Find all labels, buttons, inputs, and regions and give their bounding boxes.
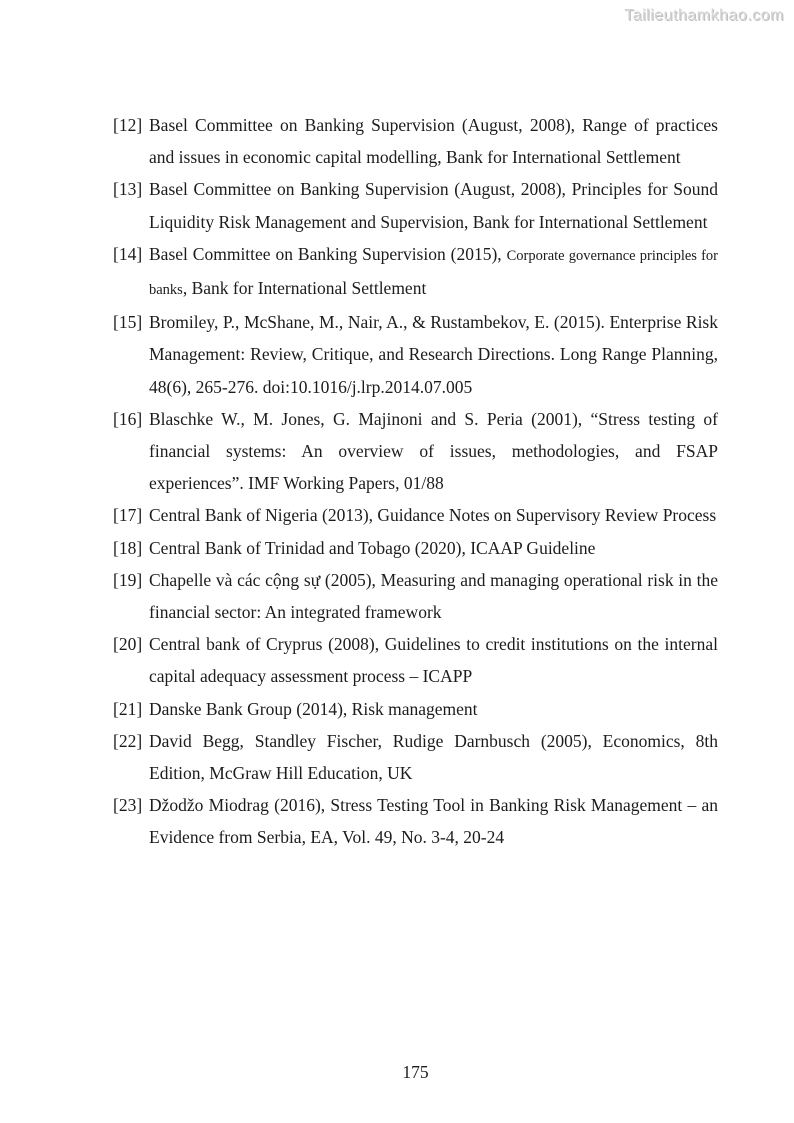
page-number: 175 bbox=[402, 1062, 429, 1082]
reference-text: Danske Bank Group (2014), Risk management bbox=[149, 698, 478, 719]
reference-number: [17] bbox=[113, 505, 143, 526]
reference-number: [22] bbox=[113, 730, 143, 751]
reference-text: Central Bank of Trinidad and Tobago (2020), ICAAP Guideline bbox=[149, 537, 596, 558]
reference-item bbox=[113, 693, 718, 725]
watermark: Tailieuthamkhao.com bbox=[624, 7, 784, 24]
reference-text: Bromiley, P., McShane, M., Nair, A., & Rustambekov, E. (2015). Enterprise Risk Management: Review, Critique, and Research Directions. Long Range Planning, 48(6), 265-276. doi:10.1016/j.lrp.2014.07.005 bbox=[149, 312, 718, 397]
reference-item bbox=[113, 173, 718, 237]
reference-item bbox=[113, 499, 718, 531]
reference-number: [12] bbox=[113, 115, 143, 135]
reference-text: Basel Committee on Banking Supervision (August, 2008), Principles for Sound Liquidity Risk Management and Supervision, Bank for International Settlement bbox=[149, 179, 718, 232]
reference-item bbox=[113, 725, 718, 789]
reference-text: Basel Committee on Banking Supervision (2015), Corporate governance principles for banks, Bank for International Settlement bbox=[149, 243, 719, 299]
references-list bbox=[113, 109, 718, 854]
reference-item bbox=[113, 789, 718, 853]
reference-item bbox=[113, 532, 718, 564]
reference-number: [21] bbox=[113, 698, 143, 719]
reference-item bbox=[113, 628, 718, 692]
reference-item bbox=[113, 564, 718, 628]
reference-item bbox=[113, 238, 718, 306]
reference-item bbox=[113, 109, 718, 173]
reference-item bbox=[113, 403, 718, 500]
reference-text: Džodžo Miodrag (2016), Stress Testing Tool in Banking Risk Management – an Evidence from Serbia, EA, Vol. 49, No. 3-4, 20-24 bbox=[149, 795, 718, 848]
reference-number: [20] bbox=[113, 634, 143, 655]
reference-number: [14] bbox=[113, 243, 143, 264]
reference-text: Chapelle và các cộng sự (2005), Measuring and managing operational risk in the financial sector: An integrated framework bbox=[149, 569, 718, 623]
reference-item bbox=[113, 306, 718, 403]
reference-text: Central Bank of Nigeria (2013), Guidance Notes on Supervisory Review Process bbox=[149, 505, 717, 526]
reference-text: David Begg, Standley Fischer, Rudige Darnbusch (2005), Economics, 8th Edition, McGraw Hill Education, UK bbox=[149, 730, 718, 784]
reference-number: [15] bbox=[113, 312, 143, 333]
reference-number: [23] bbox=[113, 795, 143, 816]
reference-text: Blaschke W., M. Jones, G. Majinoni and S. Peria (2001), “Stress testing of financial systems: An overview of issues, methodologies, and FSAP experiences”. IMF Working Papers, 01/88 bbox=[149, 408, 718, 494]
reference-text: Central bank of Cryprus (2008), Guidelines to credit institutions on the internal capital adequacy assessment process – ICAPP bbox=[149, 634, 718, 687]
reference-number: [13] bbox=[113, 179, 143, 200]
reference-number: [18] bbox=[113, 537, 143, 558]
reference-number: [19] bbox=[113, 569, 143, 590]
reference-text: Basel Committee on Banking Supervision (August, 2008), Range of practices and issues in economic capital modelling, Bank for International Settlement bbox=[149, 115, 718, 168]
reference-number: [16] bbox=[113, 408, 143, 429]
